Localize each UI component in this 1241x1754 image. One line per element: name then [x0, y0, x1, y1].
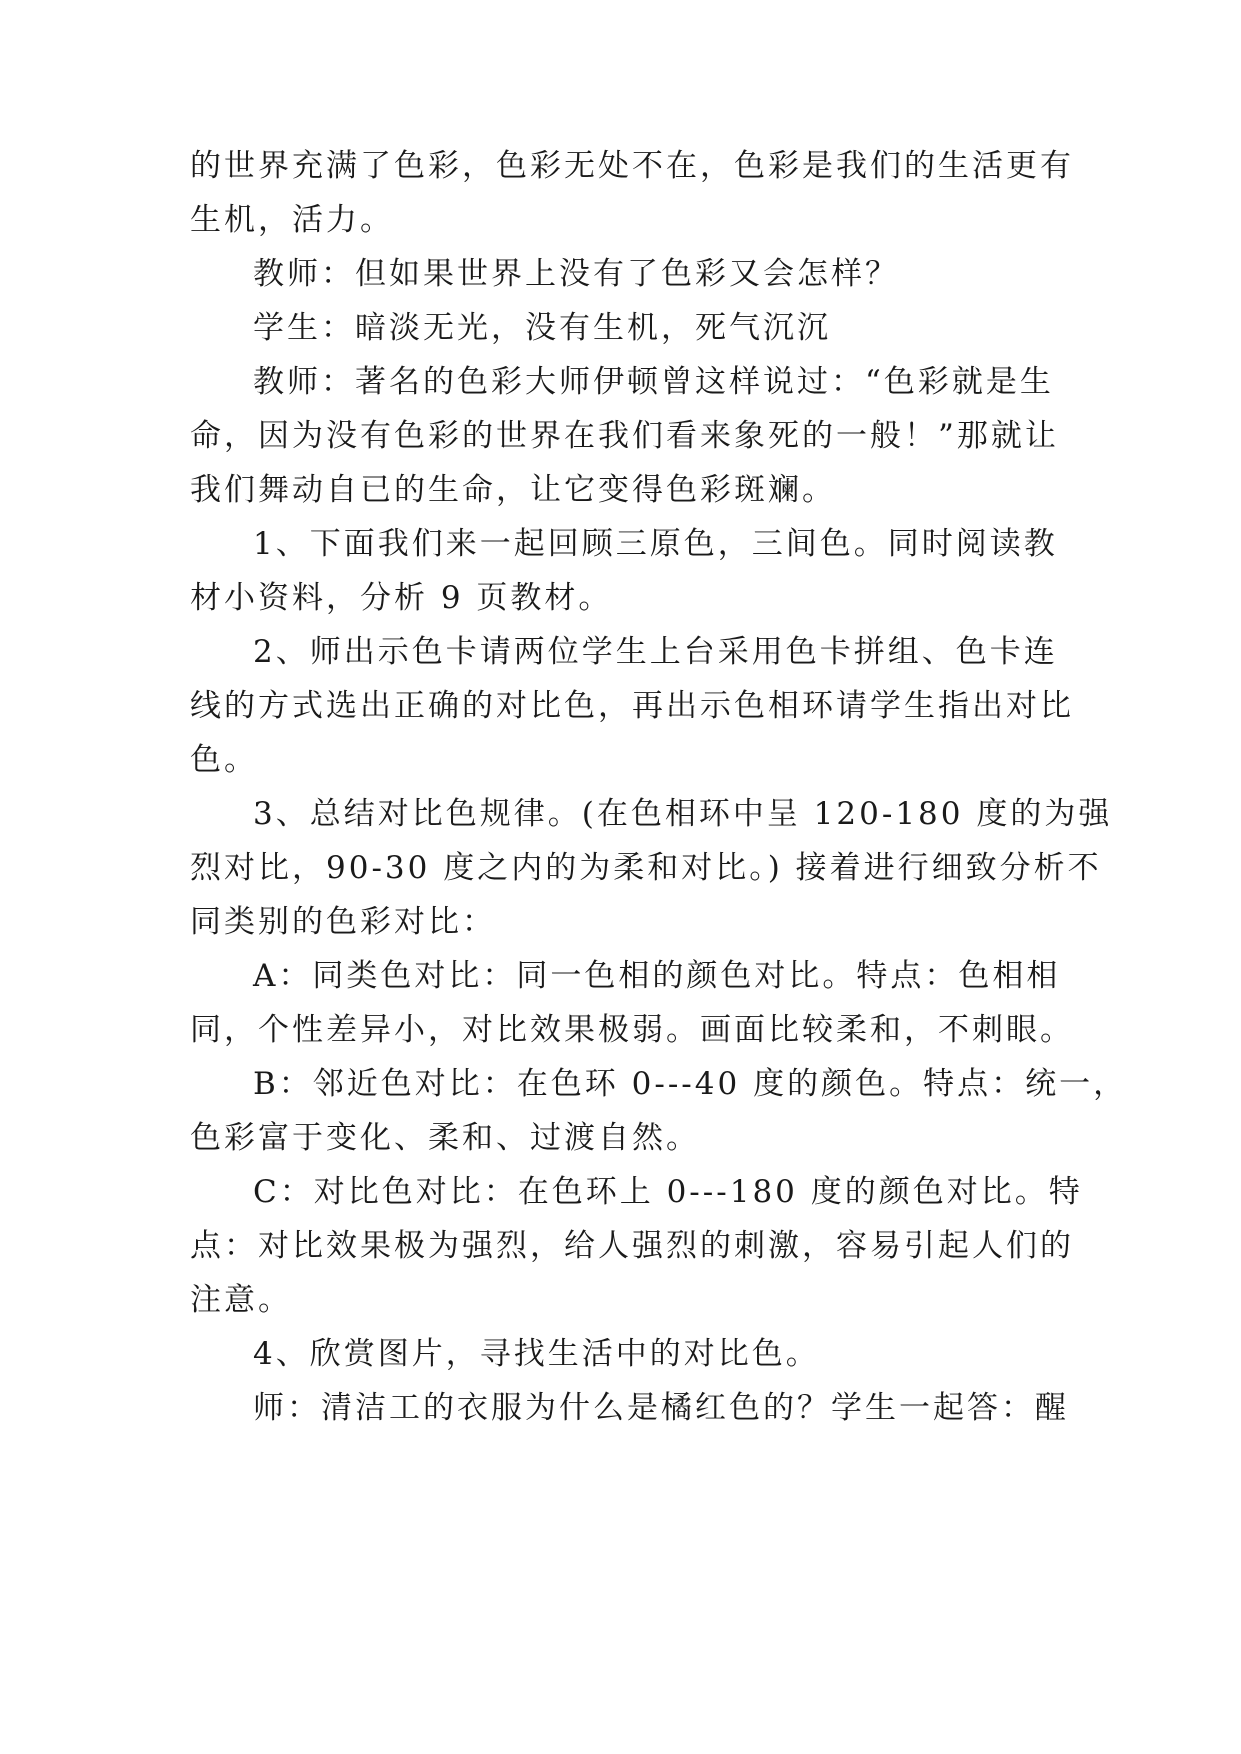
text-line: 的世界充满了色彩，色彩无处不在，色彩是我们的生活更有 — [190, 148, 1074, 184]
text-line: B：邻近色对比：在色环 0---40 度的颜色。特点：统一， — [253, 1066, 1128, 1102]
text-line: 注意。 — [190, 1282, 292, 1318]
text-line: 点：对比效果极为强烈，给人强烈的刺激，容易引起人们的 — [190, 1228, 1074, 1264]
text-line: A：同类色对比：同一色相的颜色对比。特点：色相相 — [253, 958, 1061, 994]
text-line: 4、欣赏图片，寻找生活中的对比色。 — [253, 1336, 820, 1372]
text-line: 同类别的色彩对比： — [190, 904, 496, 940]
text-line: 同，个性差异小，对比效果极弱。画面比较柔和，不刺眼。 — [190, 1012, 1074, 1048]
text-line: 线的方式选出正确的对比色，再出示色相环请学生指出对比 — [190, 688, 1074, 724]
text-line: 色彩富于变化、柔和、过渡自然。 — [190, 1120, 700, 1156]
text-line: 学生：暗淡无光，没有生机，死气沉沉 — [253, 310, 831, 346]
text-line: 材小资料，分析 9 页教材。 — [190, 580, 613, 616]
text-line: 我们舞动自已的生命，让它变得色彩斑斓。 — [190, 472, 836, 508]
text-line: 1、下面我们来一起回顾三原色，三间色。同时阅读教 — [253, 526, 1058, 562]
text-line: C：对比色对比：在色环上 0---180 度的颜色对比。特 — [253, 1174, 1083, 1210]
text-line: 师：清洁工的衣服为什么是橘红色的？学生一起答：醒 — [253, 1390, 1069, 1426]
text-line: 3、总结对比色规律。(在色相环中呈 120-180 度的为强 — [253, 796, 1113, 832]
text-line: 命，因为没有色彩的世界在我们看来象死的一般！”那就让 — [190, 418, 1059, 454]
text-line: 教师：但如果世界上没有了色彩又会怎样？ — [253, 256, 899, 292]
text-line: 烈对比，90-30 度之内的为柔和对比。) 接着进行细致分析不 — [190, 850, 1102, 886]
text-line: 2、师出示色卡请两位学生上台采用色卡拼组、色卡连 — [253, 634, 1058, 670]
text-line: 生机，活力。 — [190, 202, 394, 238]
text-line: 色。 — [190, 742, 258, 778]
text-line: 教师：著名的色彩大师伊顿曾这样说过：“色彩就是生 — [253, 364, 1054, 400]
